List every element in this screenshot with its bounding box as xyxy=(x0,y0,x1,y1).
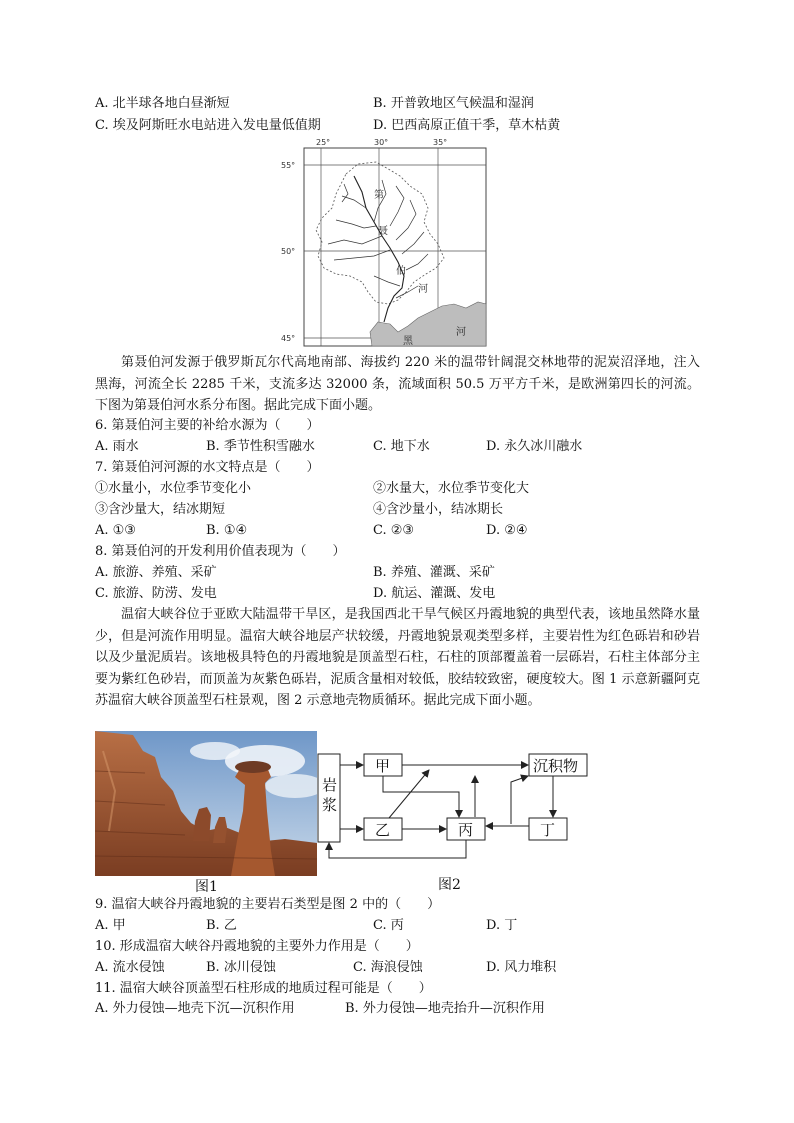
q10-d: D. 风力堆积 xyxy=(486,960,557,975)
q7-stem: 7. 第聂伯河河源的水文特点是（ ） xyxy=(95,460,320,475)
q6-a: A. 雨水 xyxy=(95,439,139,454)
canyon-photo xyxy=(95,731,317,876)
label-jia: 甲 xyxy=(375,757,391,775)
lat-label-50: 50° xyxy=(281,247,296,256)
q9-c: C. 丙 xyxy=(373,918,404,933)
q10-stem: 10. 形成温宿大峡谷丹霞地貌的主要外力作用是（ ） xyxy=(95,939,419,954)
label-magma-2: 浆 xyxy=(322,796,338,814)
q8-d: D. 航运、灌溉、发电 xyxy=(373,586,496,601)
map-label-6: 河 xyxy=(456,327,466,338)
q9-a: A. 甲 xyxy=(95,918,126,933)
q10-a: A. 流水侵蚀 xyxy=(95,960,165,975)
q6-stem: 6. 第聂伯河主要的补给水源为（ ） xyxy=(95,418,320,433)
option-d: D. 巴西高原正值干季，草木枯黄 xyxy=(373,118,561,133)
option-c: C. 埃及阿斯旺水电站进入发电量低值期 xyxy=(95,118,321,133)
option-a: A. 北半球各地白昼渐短 xyxy=(95,96,230,111)
fig2-caption: 图2 xyxy=(438,877,461,893)
arrow-bing-magma xyxy=(329,840,466,858)
q6-b: B. 季节性积雪融水 xyxy=(206,439,315,454)
q7-s1: ①水量小，水位季节变化小 xyxy=(95,481,252,496)
q7-a: A. ①③ xyxy=(95,523,136,538)
q11-b: B. 外力侵蚀—地壳抬升—沉积作用 xyxy=(345,1001,545,1016)
q10-b: B. 冰川侵蚀 xyxy=(206,960,276,975)
q6-d: D. 永久冰川融水 xyxy=(486,439,583,454)
q7-b: B. ①④ xyxy=(206,523,248,538)
q9-stem: 9. 温宿大峡谷丹霞地貌的主要岩石类型是图 2 中的（ ） xyxy=(95,897,441,912)
q7-s4: ④含沙量小，结冰期长 xyxy=(373,502,504,517)
q7-s3: ③含沙量大，结冰期短 xyxy=(95,502,226,517)
q11-a: A. 外力侵蚀—地壳下沉—沉积作用 xyxy=(95,1001,295,1016)
q8-a: A. 旅游、养殖、采矿 xyxy=(95,565,217,580)
passage-dnieper: 第聂伯河发源于俄罗斯瓦尔代高地南部、海拔约 220 米的温带针阔混交林地带的泥炭沼泽地，注入黑海，河流全长 2285 千米，支流多达 32000 条，流域面积 50.5 万平方千米，是欧洲第四长的河流。下图为第聂伯河水系分布图。据此完成下面小题。 xyxy=(95,355,700,413)
map-label-4: 河 xyxy=(418,284,428,295)
label-magma-1: 岩 xyxy=(322,776,338,794)
q6-c: C. 地下水 xyxy=(373,439,430,454)
q7-c: C. ②③ xyxy=(373,523,415,538)
q7-d: D. ②④ xyxy=(486,523,528,538)
map-label-2: 聂 xyxy=(378,226,388,237)
rock-cycle-diagram xyxy=(317,748,593,866)
q8-c: C. 旅游、防涝、发电 xyxy=(95,586,217,601)
lon-label-35: 35° xyxy=(433,138,448,147)
dnieper-map xyxy=(278,136,490,350)
fig1-caption: 图1 xyxy=(195,879,218,895)
map-label-3: 伯 xyxy=(396,266,406,277)
label-yi: 乙 xyxy=(375,821,391,839)
q8-b: B. 养殖、灌溉、采矿 xyxy=(373,565,495,580)
label-bing: 丙 xyxy=(458,821,474,839)
label-sediment: 沉积物 xyxy=(533,757,579,775)
q11-stem: 11. 温宿大峡谷顶盖型石柱形成的地质过程可能是（ ） xyxy=(95,981,432,996)
arrow-bing-sediment xyxy=(511,776,528,824)
lon-label-30: 30° xyxy=(374,138,389,147)
passage-wensu: 温宿大峡谷位于亚欧大陆温带干旱区，是我国西北干旱气候区丹霞地貌的典型代表，该地虽然降水量少，但是河流作用明显。温宿大峡谷地层产状较缓，丹霞地貌景观类型多样，主要岩性为红色砾岩和砂岩以及少量泥质岩。该地极具特色的丹霞地貌是顶盖型石柱，石柱的顶部覆盖着一层砾岩，石柱主体部分主要为紫红色砂岩，而顶盖为灰紫色砾岩，泥质含量相对较低，胶结较致密，硬度较大。图 1 示意新疆阿克苏温宿大峡谷顶盖型石柱景观，图 2 示意地壳物质循环。据此完成下面小题。 xyxy=(95,607,700,708)
q9-b: B. 乙 xyxy=(206,918,237,933)
q9-d: D. 丁 xyxy=(486,918,518,933)
map-label-5: 黑 xyxy=(403,336,413,347)
q8-stem: 8. 第聂伯河的开发利用价值表现为（ ） xyxy=(95,544,346,559)
lat-label-55: 55° xyxy=(281,161,296,170)
lat-label-45: 45° xyxy=(281,334,296,343)
lon-label-25: 25° xyxy=(316,138,331,147)
arrow-yi-jia-up xyxy=(389,770,429,818)
label-ding: 丁 xyxy=(540,821,556,839)
map-label-1: 第 xyxy=(374,190,384,201)
option-b: B. 开普敦地区气候温和湿润 xyxy=(373,96,534,111)
q10-c: C. 海浪侵蚀 xyxy=(353,960,423,975)
q7-s2: ②水量大，水位季节变化大 xyxy=(373,481,530,496)
